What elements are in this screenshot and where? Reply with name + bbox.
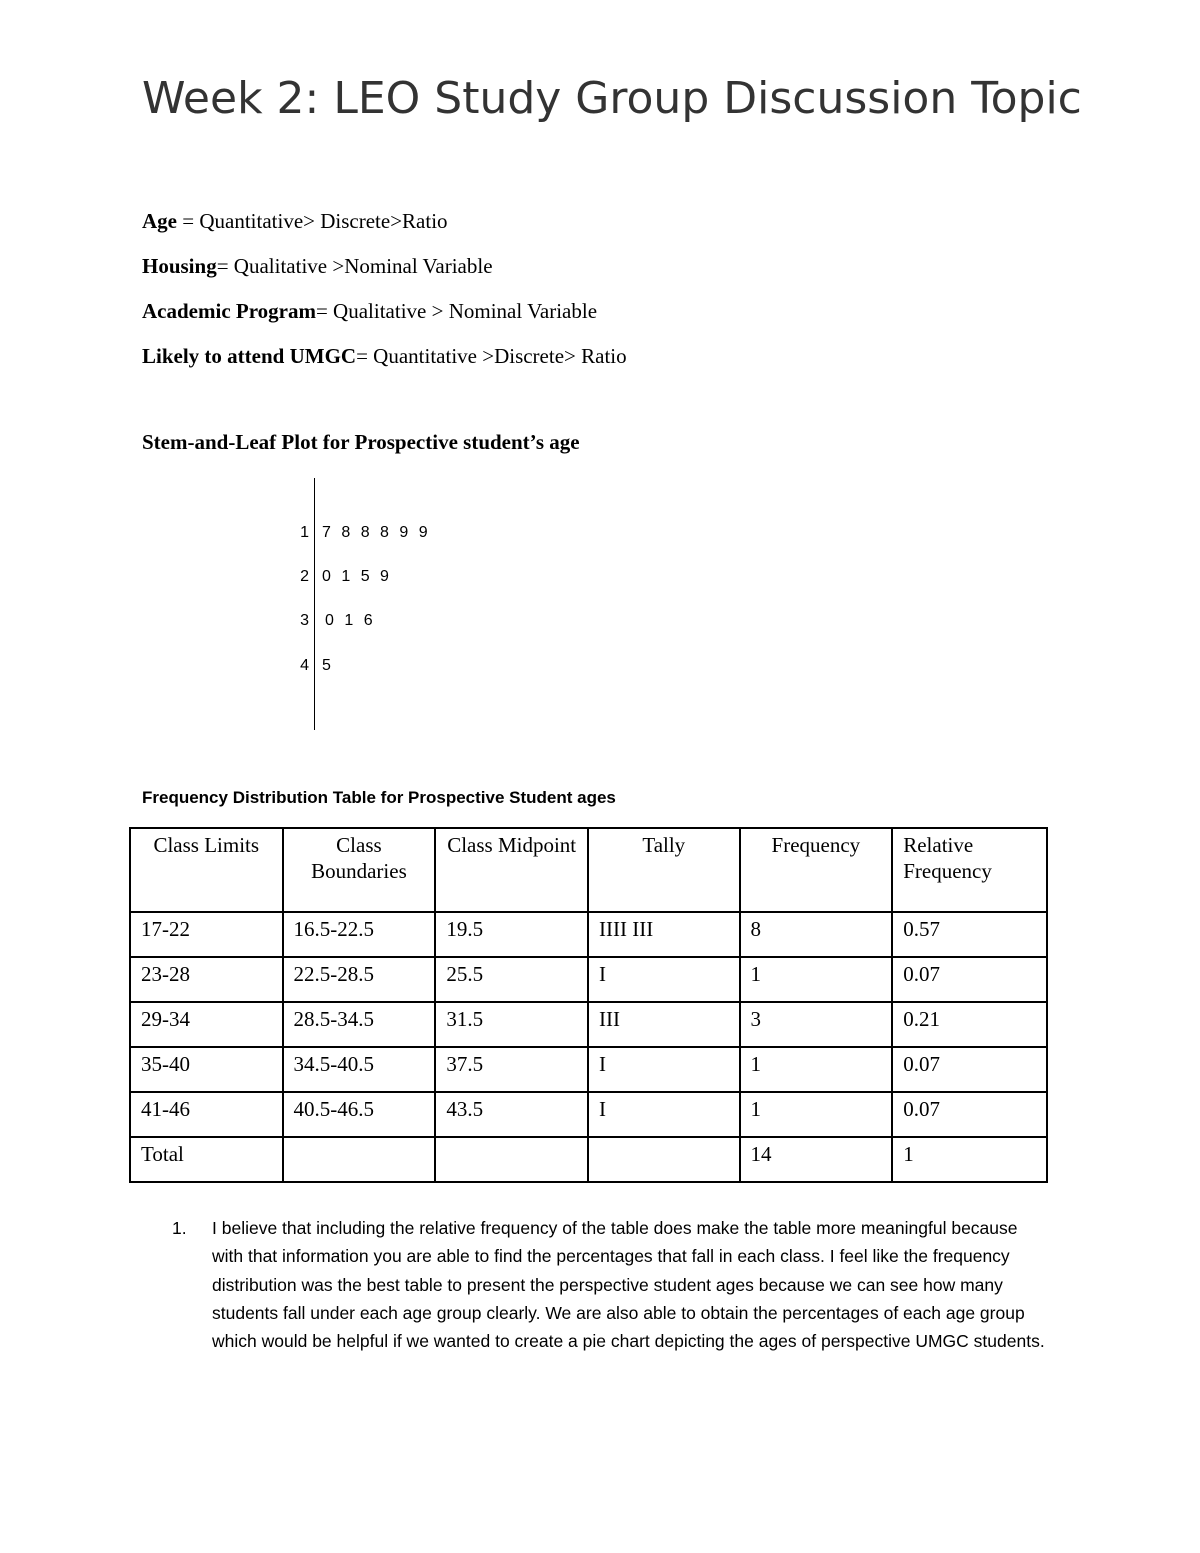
table-row [130, 1092, 1047, 1137]
leaf-values: 7 8 8 8 9 9 [322, 524, 431, 541]
column-header: Class Limits [130, 828, 283, 912]
variable-definition: = Quantitative> Discrete>Ratio [177, 209, 448, 233]
leaf-values: 5 [322, 657, 334, 674]
table-cell: 43.5 [435, 1092, 588, 1137]
table-cell: I [588, 957, 739, 1002]
table-cell: 14 [740, 1137, 893, 1182]
table-cell: 29-34 [130, 1002, 283, 1047]
variable-housing [142, 251, 627, 296]
table-cell [283, 1137, 436, 1182]
table-cell: 3 [740, 1002, 893, 1047]
table-cell: 22.5-28.5 [283, 957, 436, 1002]
table-cell: IIII III [588, 912, 739, 957]
leaf-values: 0 1 6 [325, 612, 376, 629]
table-cell [588, 1137, 739, 1182]
table-cell: 0.07 [892, 1047, 1047, 1092]
list-number: 1. [172, 1218, 187, 1238]
table-row [130, 1002, 1047, 1047]
table-cell: 1 [740, 1047, 893, 1092]
page-title: Week 2: LEO Study Group Discussion Topic [142, 73, 1082, 124]
variable-definition: = Qualitative >Nominal Variable [216, 254, 493, 278]
table-cell: 28.5-34.5 [283, 1002, 436, 1047]
table-cell: 16.5-22.5 [283, 912, 436, 957]
table-cell: I [588, 1092, 739, 1137]
variable-label: Housing [142, 254, 217, 278]
table-cell: 34.5-40.5 [283, 1047, 436, 1092]
stem-leaf-heading: Stem-and-Leaf Plot for Prospective student’s age [142, 430, 580, 454]
variable-label: Age [142, 209, 177, 233]
variable-age [142, 206, 627, 251]
table-cell: 1 [740, 957, 893, 1002]
table-cell: 35-40 [130, 1047, 283, 1092]
answer-text: I believe that including the relative frequency of the table does make the table more meaningful because with that information you are able to find the percentages that fall in each class. I feel like the frequency distribution was the best table to present the perspective student ages because we can see how many students fall under each age group clearly. We are also able to obtain the percentages of each age group which would be helpful if we wanted to create a pie chart depicting the ages of perspective UMGC students. [212, 1218, 1045, 1352]
table-cell: 0.57 [892, 912, 1047, 957]
variable-label: Likely to attend UMGC [142, 344, 357, 368]
table-cell: 37.5 [435, 1047, 588, 1092]
table-total-row [130, 1137, 1047, 1182]
table-cell: I [588, 1047, 739, 1092]
table-cell [435, 1137, 588, 1182]
stem-value: 2 [300, 568, 309, 585]
variable-label: Academic Program [142, 299, 316, 323]
table-cell: 25.5 [435, 957, 588, 1002]
answer-list-item [172, 1214, 1052, 1355]
table-cell: 8 [740, 912, 893, 957]
table-cell: 0.07 [892, 1092, 1047, 1137]
table-cell: 0.21 [892, 1002, 1047, 1047]
table-cell: 17-22 [130, 912, 283, 957]
variable-definition: = Quantitative >Discrete> Ratio [356, 344, 627, 368]
table-row [130, 1047, 1047, 1092]
table-cell: 1 [892, 1137, 1047, 1182]
column-header: Frequency [740, 828, 893, 912]
table-cell: 41-46 [130, 1092, 283, 1137]
column-header: Class Midpoint [435, 828, 588, 912]
leaf-values: 0 1 5 9 [322, 568, 392, 585]
table-cell: 40.5-46.5 [283, 1092, 436, 1137]
column-header: Relative Frequency [892, 828, 1047, 912]
variable-list [142, 206, 627, 386]
table-cell: 0.07 [892, 957, 1047, 1002]
stem-value: 4 [300, 657, 309, 674]
variable-definition: = Qualitative > Nominal Variable [315, 299, 598, 323]
variable-likely-to-attend [142, 341, 627, 386]
column-header: Class Boundaries [283, 828, 436, 912]
frequency-table-heading: Frequency Distribution Table for Prospective Student ages [142, 788, 616, 807]
stem-value: 1 [300, 524, 309, 541]
column-header: Tally [588, 828, 739, 912]
table-row [130, 957, 1047, 1002]
table-cell: 31.5 [435, 1002, 588, 1047]
table-cell: 1 [740, 1092, 893, 1137]
table-row [130, 912, 1047, 957]
table-header-row [130, 828, 1047, 912]
stem-divider-line [314, 478, 315, 730]
variable-academic-program [142, 296, 627, 341]
stem-value: 3 [300, 612, 309, 629]
table-cell: III [588, 1002, 739, 1047]
table-cell: Total [130, 1137, 283, 1182]
frequency-table [129, 827, 1048, 1183]
table-cell: 23-28 [130, 957, 283, 1002]
table-cell: 19.5 [435, 912, 588, 957]
